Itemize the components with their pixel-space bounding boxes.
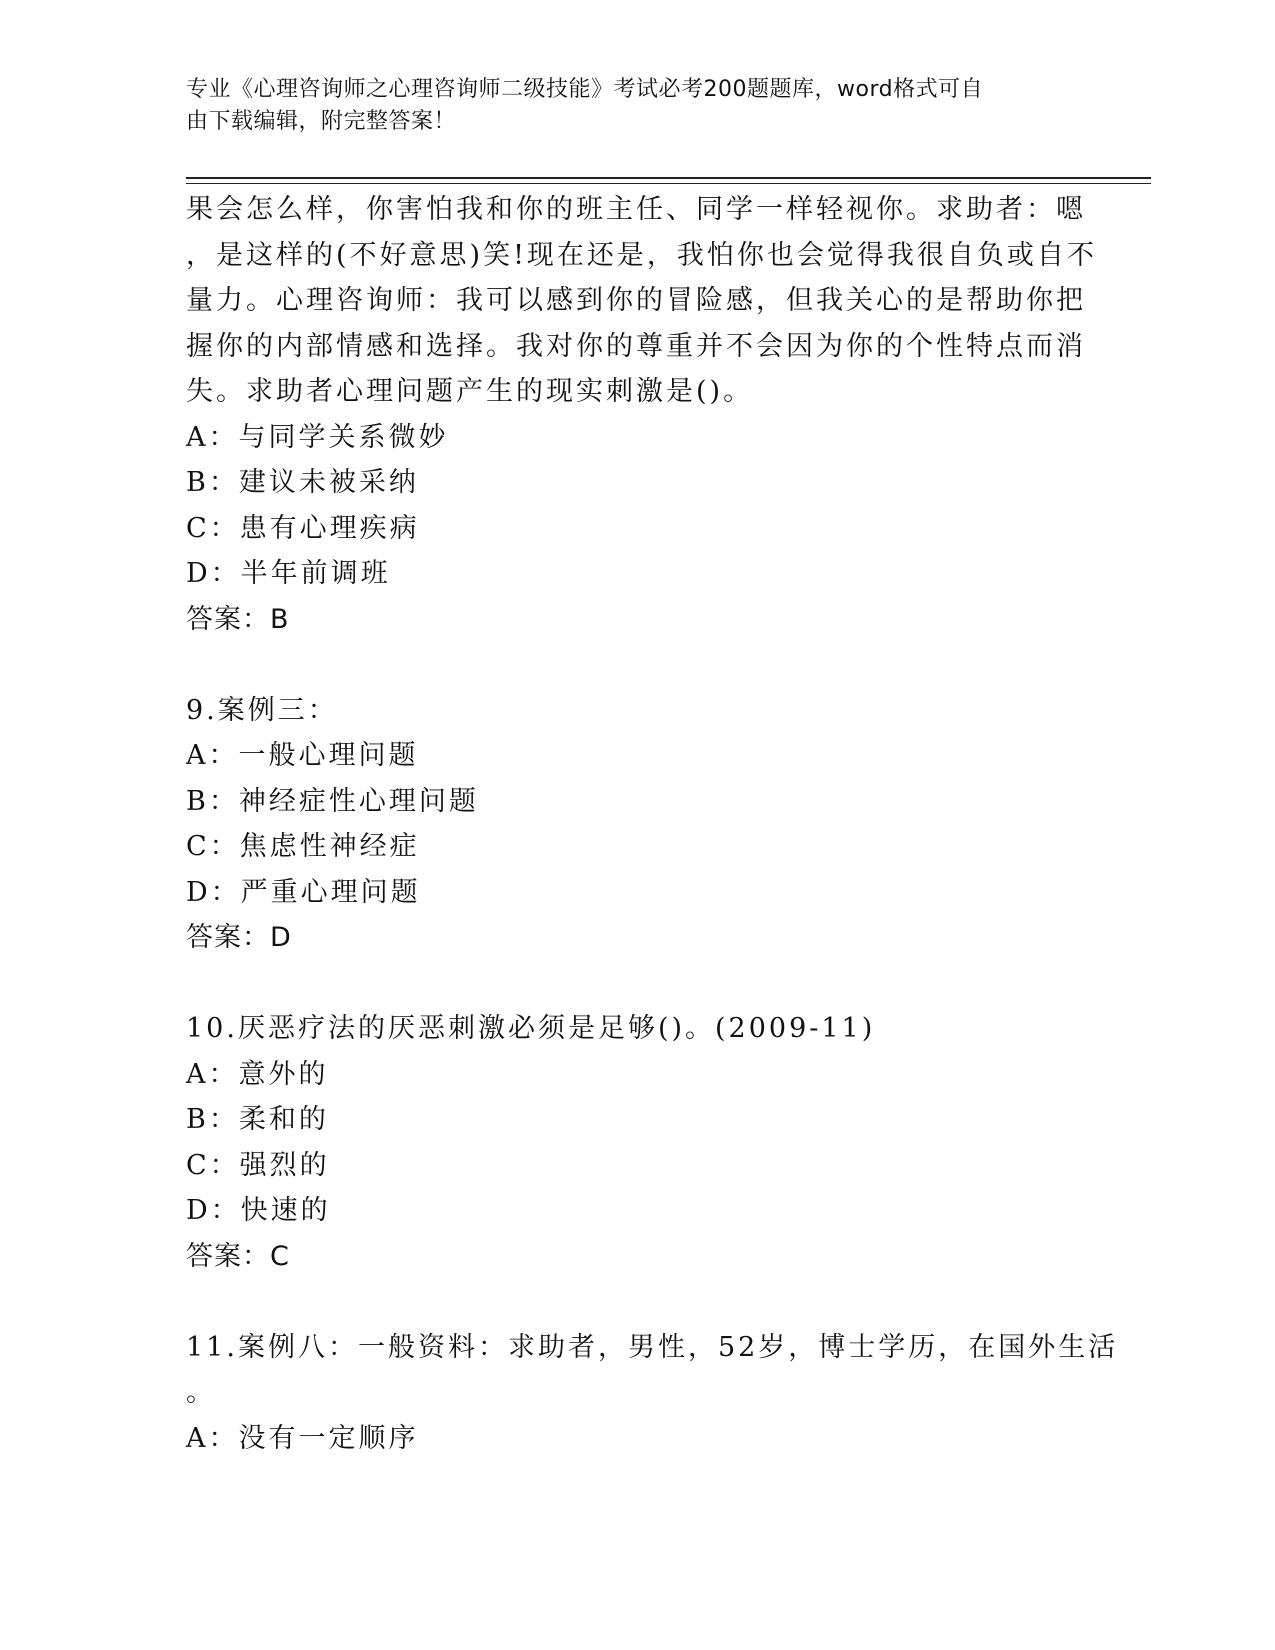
option-a: A：一般心理问题 [186, 740, 419, 771]
passage-line: ，是这样的(不好意思)笑!现在还是，我怕你也会觉得我很自负或自不 [186, 239, 1097, 271]
option-a: A：与同学关系微妙 [186, 421, 449, 453]
option-b: B：神经症性心理问题 [186, 785, 479, 817]
option-c: C：强烈的 [186, 1149, 330, 1181]
option-b: B：建议未被采纳 [186, 467, 419, 498]
option-d: D：快速的 [186, 1195, 331, 1226]
answer-line: 答案：C [186, 1240, 290, 1272]
question-text: 11.案例八：一般资料：求助者，男性，52岁，博士学历，在国外生活 [186, 1331, 1119, 1363]
passage-line: 失。求助者心理问题产生的现实刺激是()。 [186, 376, 754, 407]
question-text: 10.厌恶疗法的厌恶刺激必须是足够()。(2009-11) [186, 1013, 876, 1044]
question-9-block [186, 688, 1086, 961]
answer-line: 答案：D [186, 922, 292, 953]
option-d: D：严重心理问题 [186, 876, 421, 908]
option-c: C：患有心理疾病 [186, 512, 420, 544]
option-c: C：焦虑性神经症 [186, 831, 420, 862]
header-rule-thick [186, 177, 1151, 179]
question-8-block [186, 187, 1097, 642]
header-rule-thin [186, 183, 1151, 184]
spacer [186, 642, 1086, 688]
question-content [186, 187, 1119, 1461]
question-text: 9.案例三： [186, 694, 338, 726]
option-d: D：半年前调班 [186, 558, 391, 589]
question-10-block [186, 1006, 1086, 1279]
question-text-continued: 。 [186, 1377, 216, 1408]
passage-line: 握你的内部情感和选择。我对你的尊重并不会因为你的个性特点而消 [186, 330, 1086, 362]
spacer [186, 961, 1086, 1007]
page-header [186, 74, 1066, 138]
passage-line: 果会怎么样，你害怕我和你的班主任、同学一样轻视你。求助者：嗯 [186, 194, 1086, 225]
option-a: A：意外的 [186, 1058, 329, 1090]
answer-line: 答案：B [186, 603, 290, 635]
header-line-2: 由下载编辑，附完整答案！ [186, 109, 457, 134]
question-11-block [186, 1325, 1119, 1462]
passage-line: 量力。心理咨询师：我可以感到你的冒险感，但我关心的是帮助你把 [186, 285, 1086, 316]
spacer [186, 1279, 1086, 1325]
option-a: A：没有一定顺序 [186, 1422, 419, 1454]
header-line-1: 专业《心理咨询师之心理咨询师二级技能》考试必考200题题库，word格式可自 [186, 77, 984, 102]
option-b: B：柔和的 [186, 1104, 329, 1135]
